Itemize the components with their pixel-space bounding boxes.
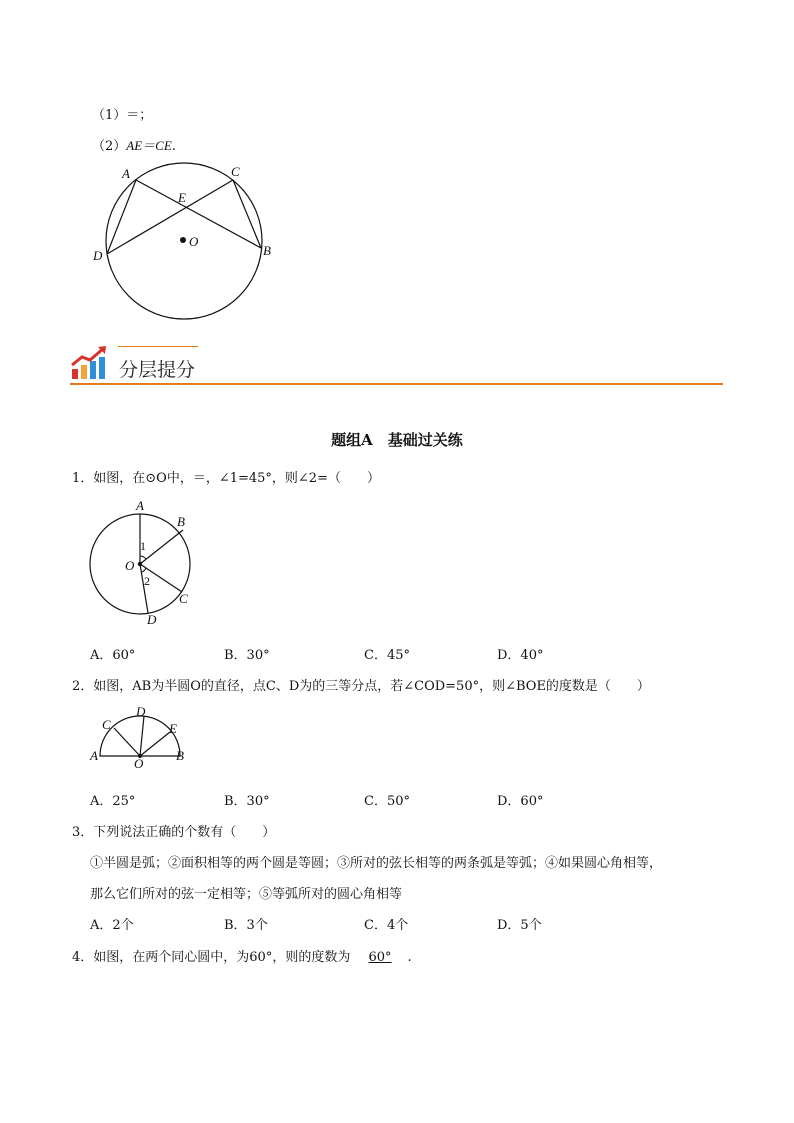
chord-ad [107,180,136,254]
q4-stem-suffix: . [407,950,412,965]
q3-stem: 3．下列说法正确的个数有（ ） [72,825,276,840]
q1-label-A: A [136,498,144,513]
q2-option-a: A．25° [90,794,136,809]
q1-option-c: C．45° [364,648,410,663]
q3-body-line1: ①半圆是弧；②面积相等的两个圆是等圆；③所对的弦长相等的两条弧是等弧；④如果圆心角相等， [90,856,663,871]
q1-stem: 1．如图，在⊙O中，＝，∠1=45°，则∠2=（ ） [72,471,380,486]
q2-label-A: A [90,748,98,763]
line2-prefix: （2） [92,139,127,154]
section-rule [70,383,723,385]
q2-label-B: B [176,748,184,763]
label-A: A [122,166,130,181]
q1-figure [85,496,205,628]
q2-figure [88,704,198,770]
figure-circle-chords [88,160,288,330]
q3-option-d: D．5个 [497,918,542,933]
previous-answer-line2 [92,135,176,154]
section-title: 分层提分 [119,359,196,381]
line2-math: AE＝CE [126,138,172,153]
q4-stem [72,946,412,965]
q3-option-c: C．4个 [364,918,409,933]
q1-label-O: O [125,558,135,573]
q4-answer: 60° [368,950,392,965]
q1-label-two: 2 [144,574,150,588]
q4-stem-prefix: 4．如图，在两个同心圆中，为60°，则的度数为 [72,950,351,965]
label-E: E [178,190,186,205]
q3-option-a: A．2个 [90,918,134,933]
q3-body-line2: 那么它们所对的弦一定相等；⑤等弧所对的圆心角相等 [90,887,403,902]
q1-option-a: A．60° [90,648,136,663]
label-C: C [231,164,240,179]
previous-answer-line1: （1）＝； [92,108,153,123]
q2-label-C: C [102,717,111,732]
q2-stem: 2．如图，AB为半圆O的直径，点C、D为的三等分点，若∠COD=50°，则∠BOE的度数是（ ） [72,679,650,694]
line2-suffix: . [171,139,176,154]
section-rule-top [118,346,198,347]
bar-chart-trend-icon [70,345,110,381]
q2-option-c: C．50° [364,794,410,809]
q1-label-C: C [179,591,188,606]
q1-label-D: D [147,612,157,627]
q2-label-D: D [136,704,146,719]
chord-ab [136,180,261,248]
q2-label-E: E [169,721,177,736]
q1-label-one: 1 [140,539,146,553]
center-dot [180,237,186,243]
group-title: 题组A 基础过关练 [331,431,463,449]
q2-option-d: D．60° [497,794,544,809]
q2-label-O: O [134,756,144,770]
q1-option-d: D．40° [497,648,544,663]
label-B: B [263,243,271,258]
q1-option-b: B．30° [224,648,270,663]
q1-label-B: B [177,514,185,529]
label-D: D [93,248,103,263]
label-O: O [189,234,199,249]
q3-option-b: B．3个 [224,918,268,933]
chord-cd [107,180,233,254]
q2-option-b: B．30° [224,794,270,809]
